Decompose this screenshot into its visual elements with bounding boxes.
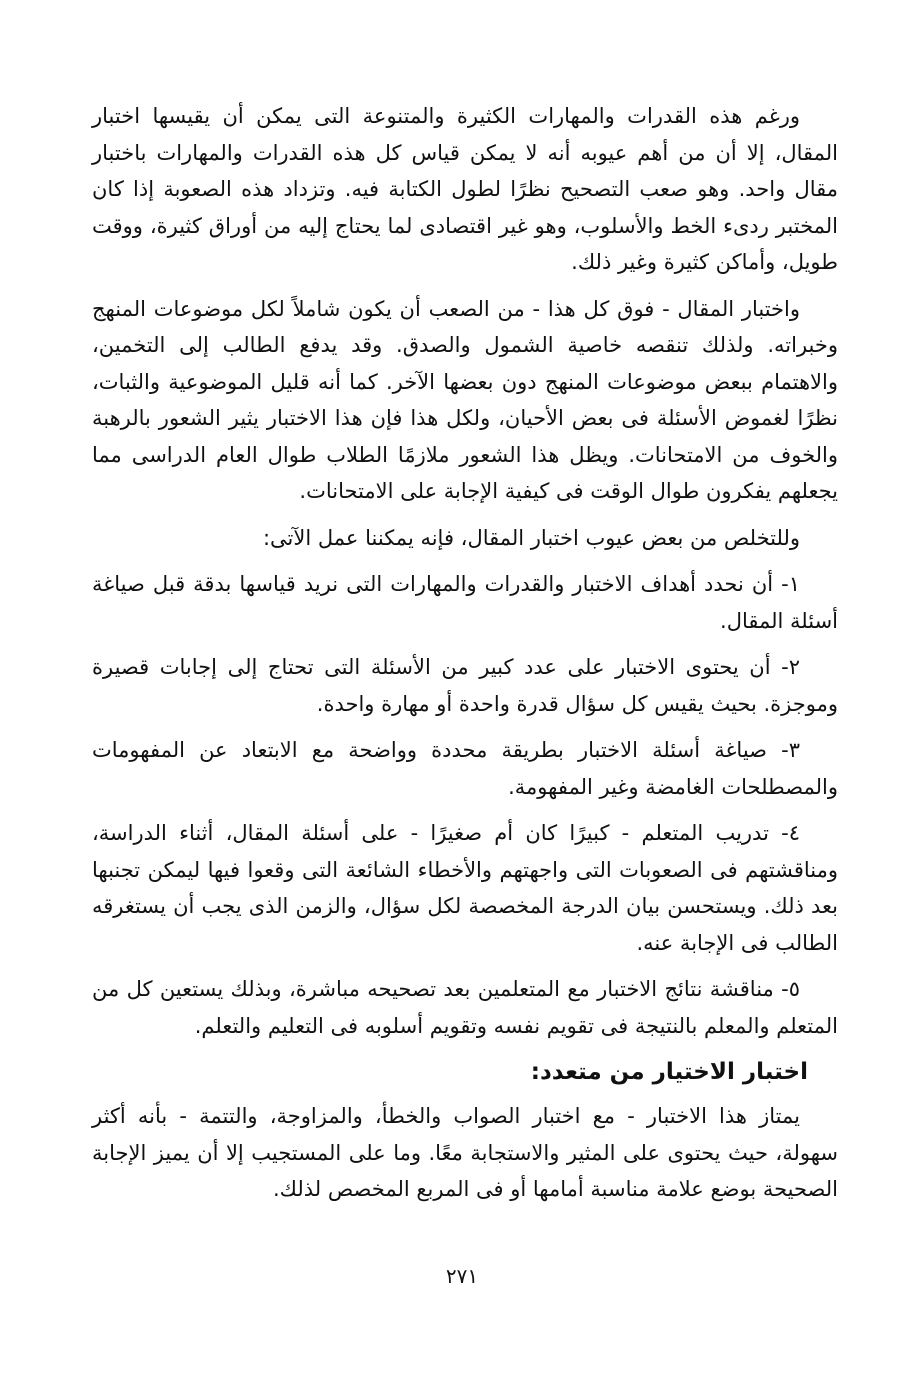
section-heading: اختبار الاختيار من متعدد: [530,1059,808,1085]
page-number: ٢٧١ [445,1264,479,1288]
paragraph-remedies-intro: وللتخلص من بعض عيوب اختبار المقال، فإنه يمكننا عمل الآتى: [262,525,800,550]
paragraph-multiple-choice: يمتاز هذا الاختبار - مع اختبار الصواب والخطأ، والمزاوجة، والتتمة - بأنه أكثر سهولة، حيث يحتوى على المثير والاستجابة معًا. وما على المستجيب إلا أن يميز الإجابة الصحيحة بوضع علامة مناسبة أمامها أو فى المربع المخصص لذلك. [92,1104,838,1201]
list-item-2: ٢- أن يحتوى الاختبار على عدد كبير من الأسئلة التى تحتاج إلى إجابات قصيرة وموجزة. بحيث يقيس كل سؤال قدرة واحدة أو مهارة واحدة. [92,655,838,716]
list-item-4: ٤- تدريب المتعلم - كبيرًا كان أم صغيرًا - على أسئلة المقال، أثناء الدراسة، ومناقشتهم فى الصعوبات التى واجهتهم والأخطاء الشائعة التى وقعوا فيها ليمكن تجنبها بعد ذلك. ويستحسن بيان الدرجة المخصصة لكل سؤال، والزمن الذى يجب أن يستغرقه الطالب فى الإجابة عنه. [92,821,838,955]
paragraph-essay-test-drawbacks: ورغم هذه القدرات والمهارات الكثيرة والمتنوعة التى يمكن أن يقيسها اختبار المقال، إلا أن من أهم عيوبه أنه لا يمكن قياس كل هذه القدرات والمهارات باختبار مقال واحد. وهو صعب التصحيح نظرًا لطول الكتابة فيه. وتزداد هذه الصعوبة إذا كان المختبر ردىء الخط والأسلوب، وهو غير اقتصادى لما يحتاج إليه من أوراق كثيرة، ووقت طويل، وأماكن كثيرة وغير ذلك. [92,104,838,274]
list-item-1: ١- أن نحدد أهداف الاختبار والقدرات والمهارات التى نريد قياسها بدقة قبل صياغة أسئلة المقال. [92,572,838,633]
paragraph-essay-test-coverage: واختبار المقال - فوق كل هذا - من الصعب أن يكون شاملاً لكل موضوعات المنهج وخبراته. ولذلك تنقصه خاصية الشمول والصدق. وقد يدفع الطالب إلى التخمين، والاهتمام ببعض موضوعات المنهج دون بعضها الآخر. كما أنه قليل الموضوعية والثبات، نظرًا لغموض الأسئلة فى بعض الأحيان، ولكل هذا فإن هذا الاختبار يثير الشعور بالرهبة والخوف من الامتحانات. ويظل هذا الشعور ملازمًا الطلاب طوال العام الدراسى مما يجعلهم يفكرون طوال الوقت فى كيفية الإجابة على الامتحانات. [92,296,838,503]
list-item-3: ٣- صياغة أسئلة الاختبار بطريقة محددة وواضحة مع الابتعاد عن المفهومات والمصطلحات الغامضة وغير المفهومة. [92,738,838,799]
list-item-5: ٥- مناقشة نتائج الاختبار مع المتعلمين بعد تصحيحه مباشرة، وبذلك يستعين كل من المتعلم والمعلم بالنتيجة فى تقويم نفسه وتقويم أسلوبه فى التعليم والتعلم. [92,977,838,1038]
page-body [92,98,838,1218]
